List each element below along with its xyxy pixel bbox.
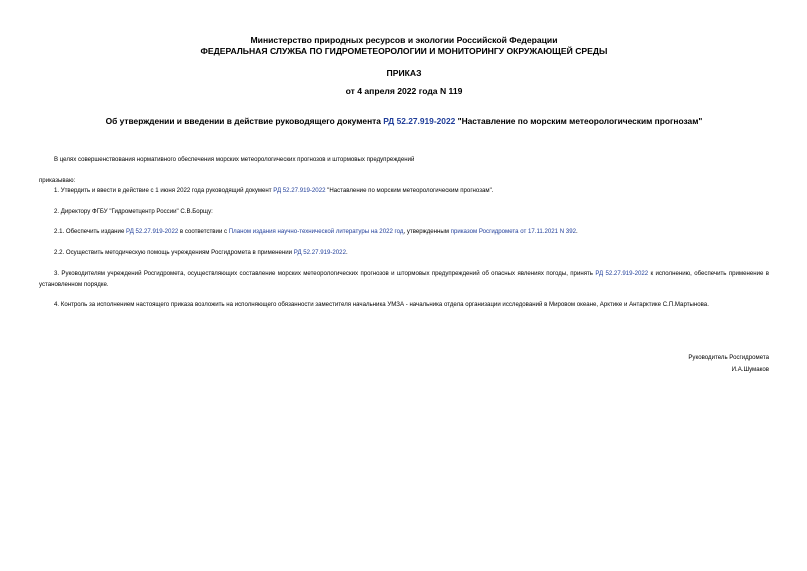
- item-2-1-plan-link[interactable]: Планом издания научно-технической литературы на 2022 год: [228, 228, 404, 235]
- document-type: ПРИКАЗ: [386, 68, 422, 78]
- item-2-1-prefix: 2.1. Обеспечить издание: [54, 228, 127, 235]
- item-1-doc-link[interactable]: РД 52.27.919-2022: [273, 187, 326, 194]
- preamble-paragraph: В целях совершенствования нормативного обеспечения морских метеорологических прогнозов и штормовых предупреждений: [54, 156, 415, 163]
- item-1-suffix: "Наставление по морским метеорологическим прогнозам".: [325, 187, 494, 194]
- document-title: [39, 116, 769, 127]
- item-3-prefix: 3. Руководителям учреждений Росгидромета, осуществляющих составление морских метеорологических прогнозов и штормовых предупреждений об опасных явлениях погоды, принять: [54, 270, 596, 277]
- ministry-name: Министерство природных ресурсов и экологии Российской Федерации: [250, 35, 558, 45]
- item-2-1-suffix: .: [575, 228, 578, 235]
- document-date-number: от 4 апреля 2022 года N 119: [345, 86, 463, 96]
- title-prefix: Об утверждении и введении в действие руководящего документа: [105, 116, 384, 126]
- item-1-paragraph: [39, 186, 769, 197]
- item-2-1-doc-link[interactable]: РД 52.27.919-2022: [126, 228, 179, 235]
- order-word: приказываю:: [39, 177, 76, 184]
- item-2-1-order-link[interactable]: приказом Росгидромета от 17.11.2021 N 392: [450, 228, 576, 235]
- item-4-paragraph: 4. Контроль за исполнением настоящего приказа возложить на исполняющего обязанности заместителя начальника УМЗА - начальника отдела организации исследований в Мировом океане, Арктике и Антарктике С.П.Мартынова.: [54, 301, 709, 308]
- item-2-2-prefix: 2.2. Осуществить методическую помощь учреждениям Росгидромета в применении: [54, 249, 294, 256]
- item-3-doc-link[interactable]: РД 52.27.919-2022: [595, 270, 649, 277]
- signatory-name: И.А.Шумаков: [731, 366, 769, 373]
- item-2-2-suffix: .: [345, 249, 348, 256]
- item-1-prefix: 1. Утвердить и ввести в действие с 1 июня 2022 года руководящий документ: [54, 187, 274, 194]
- item-3-suffix: к исполнению, обеспечить применение в установленном порядке.: [39, 270, 769, 288]
- service-name: ФЕДЕРАЛЬНАЯ СЛУЖБА ПО ГИДРОМЕТЕОРОЛОГИИ И МОНИТОРИНГУ ОКРУЖАЮЩЕЙ СРЕДЫ: [200, 46, 608, 56]
- signatory-position: Руководитель Росгидромета: [688, 354, 769, 361]
- item-3-paragraph: [39, 269, 769, 290]
- item-2-2-paragraph: [39, 248, 769, 259]
- signature-block: [469, 352, 769, 376]
- item-2-paragraph: 2. Директору ФГБУ "Гидрометцентр России" С.В.Борщу:: [54, 208, 213, 215]
- item-2-1-paragraph: [39, 227, 769, 238]
- item-2-1-mid2: , утвержденным: [403, 228, 451, 235]
- item-2-1-mid1: в соответствии с: [178, 228, 229, 235]
- title-doc-link[interactable]: РД 52.27.919-2022: [383, 116, 456, 126]
- title-suffix: "Наставление по морским метеорологическим прогнозам": [455, 116, 703, 126]
- item-2-2-doc-link[interactable]: РД 52.27.919-2022: [293, 249, 346, 256]
